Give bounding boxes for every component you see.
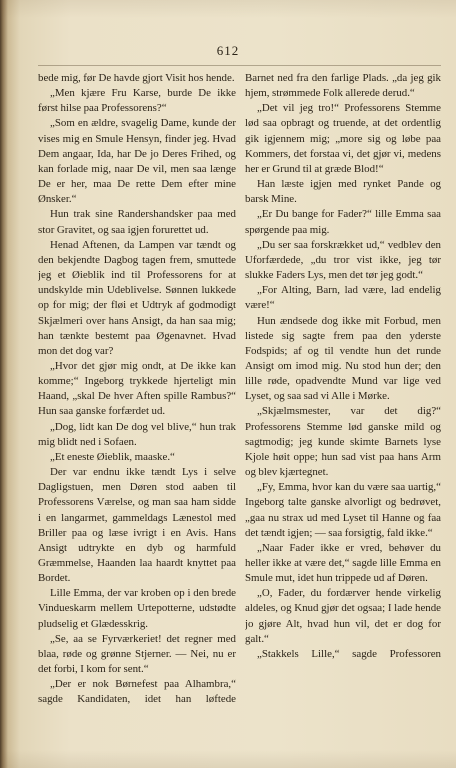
paragraph: Han læste igjen med rynket Pande og barsk Mine. (245, 178, 441, 206)
paragraph: „Er Du bange for Fader?“ lille Emma saa spørgende paa mig. (245, 208, 441, 236)
paragraph: „Et eneste Øieblik, maaske.“ (50, 450, 175, 463)
paragraph: „Det vil jeg tro!“ Professorens Stemme lød saa opbragt og truende, at det ordentlig gik igjennem mig; „more sig og løbe paa Kommers, det forstaa vi, det gjør vi, medens her er Grund til at græde Blod!“ (245, 102, 441, 175)
paragraph: Barnet ned fra den farlige Plads. „da jeg gik hjem, strømmede Folk allerede derud.“ (245, 72, 441, 100)
paragraph: „Stakkels Lille,“ sagde Professoren (257, 647, 441, 660)
paragraph: Der var endnu ikke tændt Lys i selve Dagligstuen, men Døren stod aaben til Professorens Værelse, og man saa ham sidde i en langarmet, gammeldags Lænestol med Briller paa og læse ivrigt i en Avis. Hans Ansigt udtrykte en dyb og harmfuld Græmmelse, Haanden laa haardt knyttet paa Bordet. (38, 466, 236, 585)
paragraph: „Som en ældre, svagelig Dame, kunde der vises mig en Smule Hensyn, finder jeg. Hvad Dem angaar, Ida, har De jo Deres Frihed, og kan forlade mig, naar De vil, men saa længe De er her, maa De rette Dem efter mine Ønsker.“ (38, 117, 236, 206)
paragraph: Hun ændsede dog ikke mit Forbud, men listede sig sagte frem paa den yderste Fodspids; af og til vendte hun det runde Ansigt om imod mig. Nu stod hun der; den lille røde, opadvendte Mund var lige ved Lyset, og saa sad vi Alle i Mørke. (245, 314, 441, 403)
paragraph: Lille Emma, der var kroben op i den brede Vindueskarm mellem Urtepotterne, udstødte pludselig et Glædesskrig. (38, 587, 236, 630)
left-column (38, 71, 236, 761)
paragraph: bede mig, før De havde gjort Visit hos hende. (38, 72, 235, 84)
paragraph: „Fy, Emma, hvor kan du være saa uartig,“ Ingeborg talte ganske alvorligt og bedrøvet, „gaa nu strax ud med Lyset til Hanne og faa det tændt igjen; — saa forsigtig, fald ikke.“ (245, 481, 441, 539)
paragraph: Henad Aftenen, da Lampen var tændt og den bekjendte Dagbog tagen frem, smuttede jeg et Øieblik ind til Professorens for at undskylde min Udeblivelse. Sønnen lukkede op for mig; der fløi et Udtryk af godmodigt Skjælmeri over hans Ansigt, da han saa mig; han tænkte bestemt paa Øgenavnet. Hvad mon det dog var? (38, 238, 236, 357)
paragraph: „For Alting, Barn, lad være, lad endelig være!“ (245, 284, 441, 312)
paragraph: „Hvor det gjør mig ondt, at De ikke kan komme;“ Ingeborg trykkede hjerteligt min Haand, „skal De hver Aften spille Rambus?“ Hun saa ganske forfærdet ud. (38, 359, 236, 418)
paragraph: „Skjælmsmester, var det dig?“ Professorens Stemme lød ganske mild og sagtmodig; jeg kunde skimte Barnets lyse Kjole høit oppe; hun sad vist paa hans Arm og blev kjærtegnet. (245, 405, 441, 479)
paragraph: „Der er nok Børnefest paa Alhambra,“ sagde Kandidaten, idet han løftede (38, 678, 236, 706)
paragraph: „Se, aa se Fyrværkeriet! det regner med blaa, røde og grønne Stjerner. — Nei, nu er det forbi, I kom for sent.“ (38, 632, 236, 676)
paragraph: „Naar Fader ikke er vred, behøver du heller ikke at være det,“ sagde lille Emma en Smule mut, idet hun trippede ud af Døren. (245, 541, 441, 585)
paragraph: „Du ser saa forskrækket ud,“ vedblev den Uforfærdede, „du tror vist ikke, jeg tør slukke Faders Lys, men det tør jeg godt.“ (245, 238, 441, 282)
paragraph: „Dog, lidt kan De dog vel blive,“ hun trak mig blidt ned i Sofaen. (38, 420, 236, 448)
paragraph: „O, Fader, du fordærver hende virkelig aldeles, og Knud gjør det ogsaa; I lade hende jo gjøre Alt, hvad hun vil, det er dog for galt.“ (245, 587, 441, 645)
right-column (245, 71, 441, 761)
paragraph: Hun trak sine Randershandsker paa med stor Gravitet, og saa igjen forurettet ud. (38, 208, 236, 236)
header-rule (38, 65, 441, 66)
page-number: 612 (216, 43, 240, 58)
paragraph: „Men kjære Fru Karse, burde De ikke først hilse paa Professorens?“ (38, 87, 236, 115)
